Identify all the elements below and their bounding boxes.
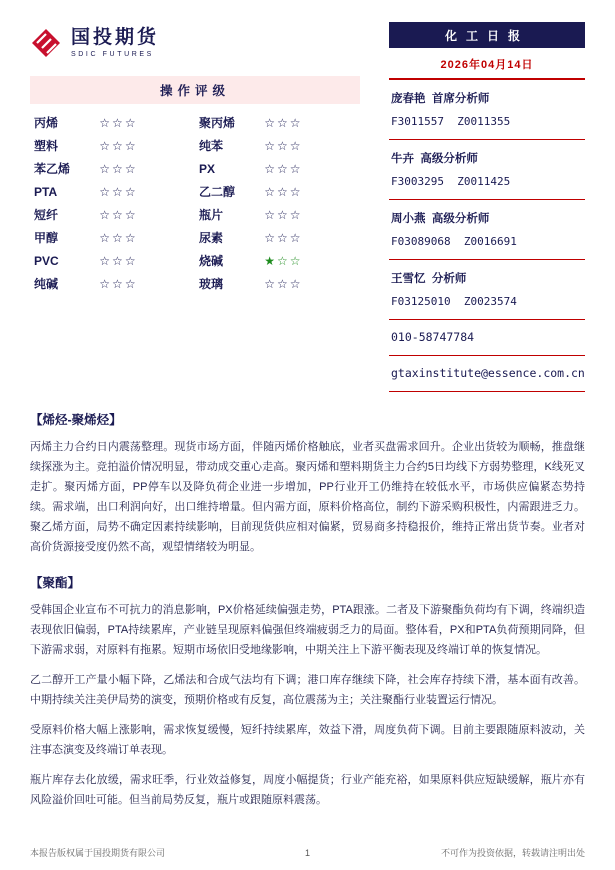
paragraph: 瓶片库存去化放缓，需求旺季，行业效益修复，周度小幅提货；行业产能充裕，如果原料供应短缺缓解，瓶片亦有风险溢价回吐可能。但当前局势反复，瓶片或跟随原料震荡。 [30,774,585,806]
analyst-ids: F3003295 Z0011425 [391,175,511,188]
section-title: 【烯烃-聚烯烃】 [30,413,122,427]
analyst-block [389,200,585,260]
star-rating: ☆☆☆ [99,138,138,153]
product-name: 塑料 [34,139,59,153]
star-rating: ☆☆☆ [99,161,138,176]
star-rating: ☆☆☆ [99,276,138,291]
product-name: 甲醇 [34,231,59,245]
brand-subtitle: SDIC FUTURES [71,50,154,58]
product-name: PVC [34,253,59,268]
product-name: 短纤 [34,208,59,222]
product-name: 纯碱 [34,277,59,291]
star-rating-green: ★☆☆ [264,253,303,268]
section-title: 【聚酯】 [30,576,81,590]
analyst-ids: F3011557 Z0011355 [391,115,511,128]
right-column [389,22,585,392]
rating-row [30,180,360,203]
product-name: 乙二醇 [198,185,235,199]
ratings-title: 操作评级 [30,76,360,104]
star-rating: ☆☆☆ [264,184,303,199]
report-date: 2026年04月14日 [389,48,585,80]
star-rating: ☆☆☆ [264,276,303,291]
rating-row [30,249,360,272]
analyst-block [389,80,585,140]
analyst-name: 王雪忆 分析师 [391,273,467,285]
paragraph: 受韩国企业宣布不可抗力的消息影响，PX价格延续偏强走势，PTA跟涨。二者及下游聚酯负荷均有下调，终端织造表现依旧偏弱，PTA持续累库，产业链呈现原料偏强但终端疲弱乏力的局面。整体看，PX和PTA负荷预期同降，但下游需求弱，对原料有拖累。短期市场依旧受地缘影响，中期关注上下游平衡表现及终端订单的恢复情况。 [30,604,585,656]
product-name: 丙烯 [34,116,59,130]
rating-row [30,111,360,134]
top-area [30,22,585,392]
rating-row [30,203,360,226]
product-name: 尿素 [198,231,223,245]
product-name: PX [198,161,215,176]
report-title: 化工日报 [389,22,585,48]
analyst-name: 周小燕 高级分析师 [391,213,490,225]
analyst-ids: F03125010 Z0023574 [391,295,517,308]
analyst-block [389,140,585,200]
rating-row [30,134,360,157]
product-name: 苯乙烯 [34,162,71,176]
analyst-name: 牛卉 高级分析师 [391,153,478,165]
star-rating: ☆☆☆ [264,115,303,130]
star-rating: ☆☆☆ [264,207,303,222]
sdic-logo-icon [30,27,62,59]
star-rating: ☆☆☆ [99,184,138,199]
brand-text [71,28,159,58]
product-name: 玻璃 [198,277,223,291]
contact-email[interactable]: gtaxinstitute@essence.com.cn [389,356,585,392]
page-number: 1 [304,847,310,858]
contact-phone: 010-58747784 [389,320,585,356]
star-rating: ☆☆☆ [264,138,303,153]
star-rating: ☆☆☆ [99,115,138,130]
ratings-panel [30,76,360,295]
product-name: PTA [34,184,58,199]
footer-copyright: 本报告版权属于国投期货有限公司 [30,848,166,858]
star-rating: ☆☆☆ [99,253,138,268]
section-olefins [30,410,585,557]
paragraph: 受原料价格大幅上涨影响，需求恢复缓慢，短纤持续累库，效益下滑，周度负荷下调。目前主要跟随原料波动，关注事态演变及终端订单表现。 [30,724,585,756]
analyst-ids: F03089068 Z0016691 [391,235,517,248]
product-name: 纯苯 [198,139,223,153]
rating-row [30,157,360,180]
section-polyester [30,573,585,810]
star-rating: ☆☆☆ [99,230,138,245]
analyst-name: 庞春艳 首席分析师 [391,93,490,105]
rating-row [30,272,360,295]
analyst-block [389,260,585,320]
product-name: 瓶片 [198,208,223,222]
star-rating: ☆☆☆ [264,161,303,176]
paragraph: 乙二醇开工产量小幅下降，乙烯法和合成气法均有下调；港口库存继续下降，社会库存持续下滑，基本面有改善。中期持续关注美伊局势的演变，预期价格或有反复，高位震荡为主；关注聚酯行业装置运行情况。 [30,674,585,706]
page-footer [30,846,585,859]
ratings-table [30,111,360,295]
report-body [30,410,585,810]
left-column [30,22,360,295]
company-logo [30,22,360,64]
rating-row [30,226,360,249]
product-name: 烧碱 [198,254,223,268]
paragraph: 丙烯主力合约日内震荡整理。现货市场方面，伴随丙烯价格触底，业者买盘需求回升。企业出货较为顺畅，推盘继续探涨为主。竞拍溢价情况明显，带动成交重心走高。聚丙烯和塑料期货主力合约5日均线下方弱势整理，K线死叉走扩。聚丙烯方面，PP停车以及降负荷企业进一步增加，PP行业开工仍维持在较低水平，市场供应偏紧态势持续。需求端，出口利润向好，出口维持增量。但内需方面，原料价格高位，制约下游采购积极性，内需跟进乏力。聚乙烯方面，局势不确定因素持续影响，目前现货供应相对偏紧，贸易商多持稳报价，维持正常出货节奏。业者对高价货源接受度仍然不高，观望情绪较为明显。 [30,441,585,553]
star-rating: ☆☆☆ [264,230,303,245]
product-name: 聚丙烯 [198,116,235,130]
star-rating: ☆☆☆ [99,207,138,222]
footer-disclaimer: 不可作为投资依据，转载请注明出处 [440,848,585,858]
brand-name: 国投期货 [71,27,160,49]
